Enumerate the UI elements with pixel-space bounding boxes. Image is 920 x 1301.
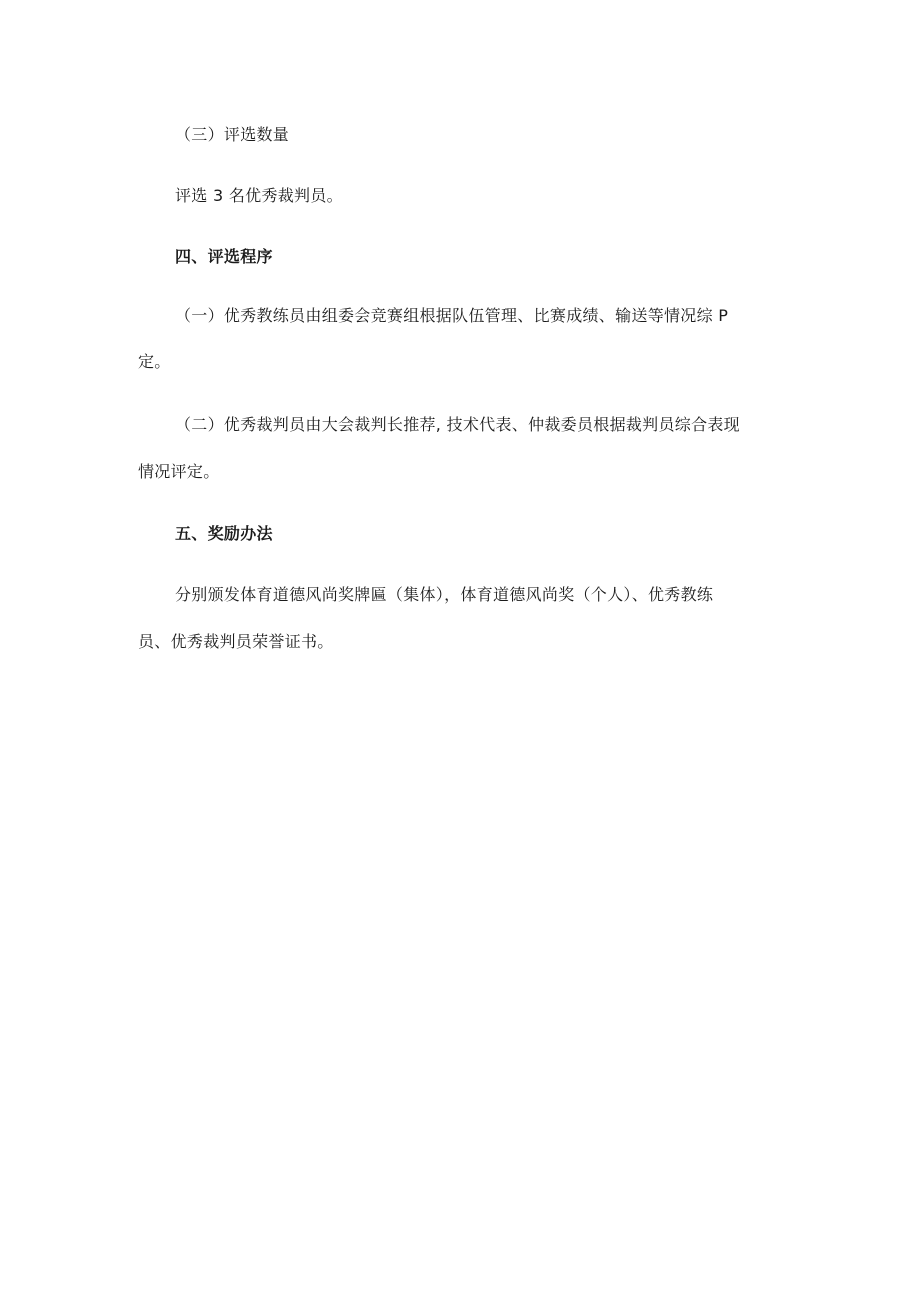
subsection-heading-3: （三）评选数量 (175, 125, 290, 144)
paragraph-award-line-2: 员、优秀裁判员荣誉证书。 (138, 632, 334, 651)
paragraph-evaluation-count: 评选 3 名优秀裁判员。 (175, 186, 343, 205)
section-heading-5: 五、奖励办法 (175, 524, 273, 543)
paragraph-procedure-1-line-1: （一）优秀教练员由组委会竞赛组根据队伍管理、比赛成绩、输送等情况综 P (175, 306, 729, 325)
paragraph-award-line-1: 分别颁发体育道德风尚奖牌匾（集体），体育道德风尚奖（个人）、优秀教练 (175, 585, 714, 604)
paragraph-procedure-2-line-1: （二）优秀裁判员由大会裁判长推荐, 技术代表、仲裁委员根据裁判员综合表现 (175, 415, 740, 434)
paragraph-procedure-1-line-2: 定。 (138, 352, 171, 371)
paragraph-procedure-2-line-2: 情况评定。 (138, 462, 220, 481)
section-heading-4: 四、评选程序 (175, 247, 273, 266)
